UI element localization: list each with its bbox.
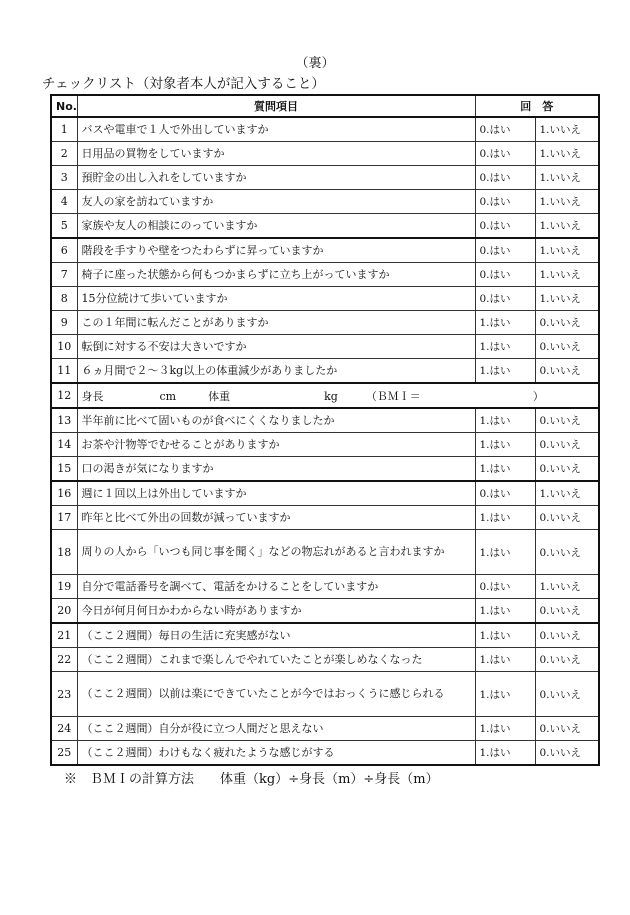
answer-no-option[interactable]: 0.いいえ xyxy=(535,433,599,457)
answer-yes-option[interactable]: 1.はい xyxy=(475,506,535,530)
row-number: 4 xyxy=(51,190,77,214)
table-row xyxy=(51,335,599,359)
question-text: 口の渇きが気になりますか xyxy=(77,457,475,482)
row-number: 2 xyxy=(51,142,77,166)
row-number: 25 xyxy=(51,741,77,766)
answer-yes-option[interactable]: 1.はい xyxy=(475,359,535,384)
question-text: 預貯金の出し入れをしていますか xyxy=(77,166,475,190)
answer-yes-option[interactable]: 0.はい xyxy=(475,575,535,599)
row-number: 11 xyxy=(51,359,77,384)
header-no: No. xyxy=(51,95,77,117)
bmi-open: （ＢＭＩ＝ xyxy=(365,389,421,403)
question-text: 週に１回以上は外出していますか xyxy=(77,481,475,506)
question-text: 半年前に比べて固いものが食べにくくなりましたか xyxy=(77,408,475,433)
answer-yes-option[interactable]: 0.はい xyxy=(475,238,535,263)
answer-yes-option[interactable]: 0.はい xyxy=(475,117,535,142)
answer-no-option[interactable]: 1.いいえ xyxy=(535,481,599,506)
question-text: バスや電車で１人で外出していますか xyxy=(77,117,475,142)
row-number: 17 xyxy=(51,506,77,530)
answer-yes-option[interactable]: 1.はい xyxy=(475,648,535,672)
answer-no-option[interactable]: 0.いいえ xyxy=(535,311,599,335)
row-number: 9 xyxy=(51,311,77,335)
table-row xyxy=(51,408,599,433)
answer-no-option[interactable]: 1.いいえ xyxy=(535,214,599,239)
answer-yes-option[interactable]: 1.はい xyxy=(475,741,535,766)
table-row xyxy=(51,359,599,384)
question-text: 階段を手すりや壁をつたわらずに昇っていますか xyxy=(77,238,475,263)
answer-no-option[interactable]: 0.いいえ xyxy=(535,648,599,672)
table-row xyxy=(51,741,599,766)
answer-no-option[interactable]: 1.いいえ xyxy=(535,575,599,599)
answer-yes-option[interactable]: 0.はい xyxy=(475,214,535,239)
row-number: 12 xyxy=(51,383,77,408)
question-text: 自分で電話番号を調べて、電話をかけることをしていますか xyxy=(77,575,475,599)
question-text: 今日が何月何日かわからない時がありますか xyxy=(77,599,475,624)
answer-no-option[interactable]: 1.いいえ xyxy=(535,238,599,263)
question-text: 日用品の買物をしていますか xyxy=(77,142,475,166)
answer-yes-option[interactable]: 1.はい xyxy=(475,408,535,433)
row-number: 21 xyxy=(51,623,77,648)
table-row xyxy=(51,142,599,166)
row-number: 19 xyxy=(51,575,77,599)
answer-no-option[interactable]: 0.いいえ xyxy=(535,506,599,530)
table-row xyxy=(51,575,599,599)
table-row xyxy=(51,238,599,263)
question-text: この１年間に転んだことがありますか xyxy=(77,311,475,335)
row-number: 16 xyxy=(51,481,77,506)
question-text: 15分位続けて歩いていますか xyxy=(77,287,475,311)
question-text: 周りの人から「いつも同じ事を聞く」などの物忘れがあると言われますか xyxy=(77,530,475,575)
table-row xyxy=(51,190,599,214)
table-body xyxy=(51,117,599,765)
row-number: 8 xyxy=(51,287,77,311)
row-number: 14 xyxy=(51,433,77,457)
row-number: 18 xyxy=(51,530,77,575)
answer-no-option[interactable]: 0.いいえ xyxy=(535,672,599,717)
table-row xyxy=(51,717,599,741)
answer-no-option[interactable]: 0.いいえ xyxy=(535,623,599,648)
table-row xyxy=(51,530,599,575)
table-row xyxy=(51,287,599,311)
answer-yes-option[interactable]: 0.はい xyxy=(475,481,535,506)
bmi-close: ） xyxy=(532,389,544,403)
height-label: 身長 xyxy=(81,389,104,403)
row-number: 7 xyxy=(51,263,77,287)
checklist-subtitle: チェックリスト（対象者本人が記入すること） xyxy=(42,76,325,92)
answer-no-option[interactable]: 0.いいえ xyxy=(535,741,599,766)
answer-yes-option[interactable]: 1.はい xyxy=(475,433,535,457)
question-text: （ここ２週間）毎日の生活に充実感がない xyxy=(77,623,475,648)
weight-label: 体重 xyxy=(208,389,231,403)
answer-yes-option[interactable]: 0.はい xyxy=(475,287,535,311)
answer-no-option[interactable]: 1.いいえ xyxy=(535,263,599,287)
row-number: 24 xyxy=(51,717,77,741)
answer-yes-option[interactable]: 0.はい xyxy=(475,142,535,166)
answer-no-option[interactable]: 1.いいえ xyxy=(535,142,599,166)
question-text: （ここ２週間）これまで楽しんでやれていたことが楽しめなくなった xyxy=(77,648,475,672)
table-row xyxy=(51,311,599,335)
answer-yes-option[interactable]: 1.はい xyxy=(475,717,535,741)
answer-no-option[interactable]: 0.いいえ xyxy=(535,408,599,433)
answer-yes-option[interactable]: 1.はい xyxy=(475,335,535,359)
question-text: 転倒に対する不安は大きいですか xyxy=(77,335,475,359)
bmi-entry-cell[interactable] xyxy=(77,383,599,408)
row-number: 10 xyxy=(51,335,77,359)
question-text: 昨年と比べて外出の回数が減っていますか xyxy=(77,506,475,530)
question-text: （ここ２週間）以前は楽にできていたことが今ではおっくうに感じられる xyxy=(77,672,475,717)
answer-yes-option[interactable]: 0.はい xyxy=(475,166,535,190)
answer-yes-option[interactable]: 0.はい xyxy=(475,263,535,287)
height-unit: cm xyxy=(159,389,177,403)
table-row xyxy=(51,506,599,530)
table-row xyxy=(51,433,599,457)
table-row xyxy=(51,672,599,717)
row-number: 20 xyxy=(51,599,77,624)
row-number: 3 xyxy=(51,166,77,190)
weight-unit: kg xyxy=(324,389,338,403)
answer-no-option[interactable]: 1.いいえ xyxy=(535,287,599,311)
row-number: 1 xyxy=(51,117,77,142)
answer-yes-option[interactable]: 1.はい xyxy=(475,599,535,624)
question-text: ６ヵ月間で２～３kg以上の体重減少がありましたか xyxy=(77,359,475,384)
answer-yes-option[interactable]: 1.はい xyxy=(475,311,535,335)
checklist-table xyxy=(50,94,600,766)
table-row xyxy=(51,117,599,142)
answer-no-option[interactable]: 0.いいえ xyxy=(535,530,599,575)
question-text: （ここ２週間）わけもなく疲れたような感じがする xyxy=(77,741,475,766)
row-number: 13 xyxy=(51,408,77,433)
header-item: 質問項目 xyxy=(77,95,475,117)
table-row xyxy=(51,623,599,648)
table-row xyxy=(51,263,599,287)
table-header-row xyxy=(51,95,599,117)
question-text: （ここ２週間）自分が役に立つ人間だと思えない xyxy=(77,717,475,741)
row-number: 6 xyxy=(51,238,77,263)
answer-no-option[interactable]: 0.いいえ xyxy=(535,717,599,741)
answer-no-option[interactable]: 0.いいえ xyxy=(535,359,599,384)
question-text: お茶や汁物等でむせることがありますか xyxy=(77,433,475,457)
row-number: 22 xyxy=(51,648,77,672)
table-row xyxy=(51,457,599,482)
table-row xyxy=(51,481,599,506)
answer-yes-option[interactable]: 1.はい xyxy=(475,623,535,648)
answer-no-option[interactable]: 0.いいえ xyxy=(535,457,599,482)
answer-yes-option[interactable]: 1.はい xyxy=(475,530,535,575)
question-text: 友人の家を訪ねていますか xyxy=(77,190,475,214)
question-text: 家族や友人の相談にのっていますか xyxy=(77,214,475,239)
table-row xyxy=(51,599,599,624)
row-number: 15 xyxy=(51,457,77,482)
answer-no-option[interactable]: 0.いいえ xyxy=(535,335,599,359)
table-row xyxy=(51,648,599,672)
question-text: 椅子に座った状態から何もつかまらずに立ち上がっていますか xyxy=(77,263,475,287)
table-row xyxy=(51,383,599,408)
table-row xyxy=(51,214,599,239)
row-number: 5 xyxy=(51,214,77,239)
row-number: 23 xyxy=(51,672,77,717)
bmi-note: ※ ＢＭＩの計算方法 体重（kg）÷身長（m）÷身長（m） xyxy=(64,772,439,787)
answer-yes-option[interactable]: 0.はい xyxy=(475,190,535,214)
answer-no-option[interactable]: 1.いいえ xyxy=(535,117,599,142)
page-side-label: （裏） xyxy=(295,56,335,71)
answer-no-option[interactable]: 1.いいえ xyxy=(535,166,599,190)
answer-yes-option[interactable]: 1.はい xyxy=(475,672,535,717)
table-row xyxy=(51,166,599,190)
answer-yes-option[interactable]: 1.はい xyxy=(475,457,535,482)
header-answer: 回 答 xyxy=(475,95,599,117)
answer-no-option[interactable]: 1.いいえ xyxy=(535,190,599,214)
answer-no-option[interactable]: 0.いいえ xyxy=(535,599,599,624)
